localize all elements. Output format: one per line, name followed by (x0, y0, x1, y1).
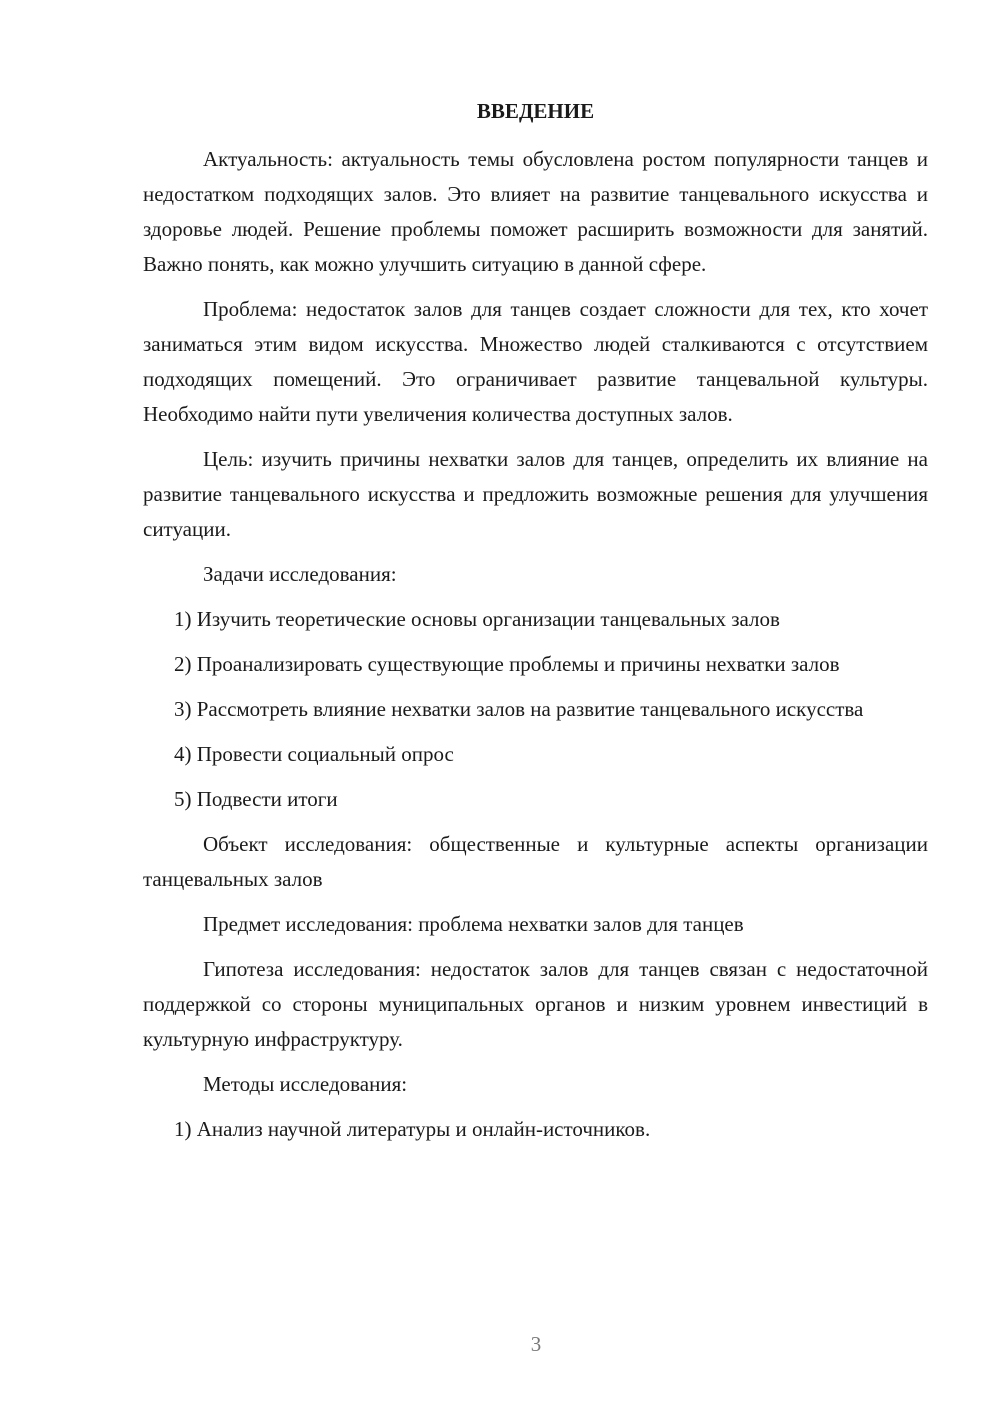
tasks-heading: Задачи исследования: (203, 562, 397, 586)
problem-paragraph: Проблема: недостаток залов для танцев создает сложности для тех, кто хочет заниматься этим видом искусства. Множество людей сталкиваются с отсутствием подходящих помещений. Это ограничивает развитие танцевальной культуры. Необходимо найти пути увеличения количества доступных залов. (143, 297, 928, 426)
tasks-list (143, 602, 928, 817)
task-item: 1) Изучить теоретические основы организации танцевальных залов (174, 607, 780, 631)
page-number: 3 (530, 1332, 542, 1356)
task-item: 3) Рассмотреть влияние нехватки залов на развитие танцевального искусства (174, 697, 864, 721)
task-item: 2) Проанализировать существующие проблемы и причины нехватки залов (174, 652, 840, 676)
task-item: 5) Подвести итоги (174, 787, 338, 811)
section-title: ВВЕДЕНИЕ (476, 99, 595, 123)
hypothesis-paragraph: Гипотеза исследования: недостаток залов для танцев связан с недостаточной поддержкой со стороны муниципальных органов и низким уровнем инвестиций в культурную инфраструктуру. (143, 957, 928, 1051)
task-item: 4) Провести социальный опрос (174, 742, 454, 766)
goal-paragraph: Цель: изучить причины нехватки залов для танцев, определить их влияние на развитие танцевального искусства и предложить возможные решения для улучшения ситуации. (143, 447, 928, 541)
actuality-paragraph: Актуальность: актуальность темы обусловлена ростом популярности танцев и недостатком подходящих залов. Это влияет на развитие танцевального искусства и здоровье людей. Решение проблемы поможет расширить возможности для занятий. Важно понять, как можно улучшить ситуацию в данной сфере. (143, 147, 928, 276)
method-item: 1) Анализ научной литературы и онлайн-источников. (174, 1117, 651, 1141)
subject-paragraph: Предмет исследования: проблема нехватки залов для танцев (203, 912, 744, 936)
object-paragraph: Объект исследования: общественные и культурные аспекты организации танцевальных залов (143, 832, 928, 891)
methods-list (143, 1112, 928, 1147)
document-page (143, 96, 928, 1157)
methods-heading: Методы исследования: (203, 1072, 408, 1096)
